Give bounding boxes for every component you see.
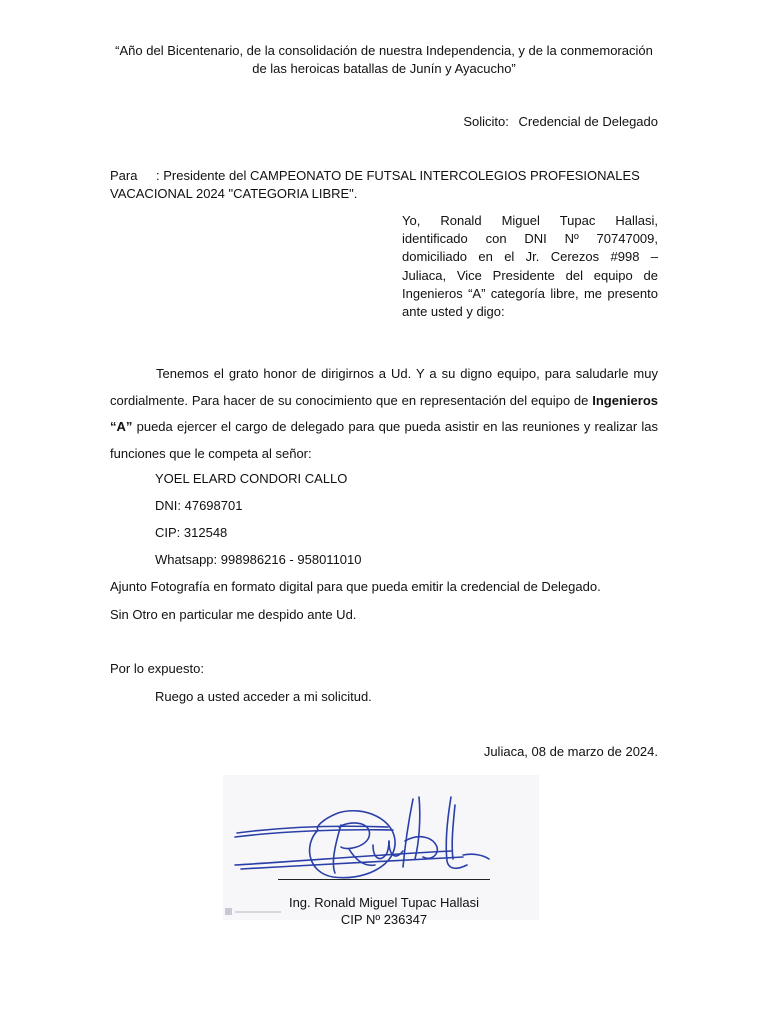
letter-date: Juliaca, 08 de marzo de 2024. [483, 744, 658, 759]
addressee-text: : Presidente del CAMPEONATO DE FUTSAL INTERCOLEGIOS PROFESIONALES VACACIONAL 2024 "CATEGORIA LIBRE". [110, 168, 640, 201]
delegate-dni: DNI: 47698701 [155, 498, 243, 513]
motto-line-1: “Año del Bicentenario, de la consolidación de nuestra Independencia, y de la conmemoración [115, 43, 653, 58]
signature-line [278, 879, 490, 880]
request-subject-value: Credencial de Delegado [518, 114, 658, 129]
signer-cip: CIP Nº 236347 [340, 912, 428, 927]
addressee-label: Para [110, 168, 138, 183]
delegate-details [155, 470, 361, 578]
closing-heading: Por lo expuesto: [110, 661, 204, 676]
signer-name: Ing. Ronald Miguel Tupac Hallasi [288, 895, 480, 910]
letter-body [110, 361, 658, 467]
delegate-name: YOEL ELARD CONDORI CALLO [155, 471, 348, 486]
addressee [110, 167, 658, 203]
motto-line-2: de las heroicas batallas de Junín y Ayacucho” [252, 61, 516, 76]
attachment-note: Ajunto Fotografía en formato digital para que pueda emitir la credencial de Delegado. [110, 579, 601, 594]
farewell-line: Sin Otro en particular me despido ante Ud. [110, 607, 357, 622]
letter-body-part-1: Tenemos el grato honor de dirigirnos a Ud. Y a su digno equipo, para saludarle muy cordialmente. Para hacer de su conocimiento que en representación del equipo de [110, 366, 658, 408]
delegate-whatsapp: Whatsapp: 998986216 - 958011010 [155, 552, 362, 567]
delegate-cip: CIP: 312548 [155, 525, 228, 540]
request-subject [463, 113, 658, 131]
year-motto [100, 42, 668, 78]
team-name: Ingenieros “A” [110, 392, 658, 434]
request-subject-label: Solicito: [463, 114, 509, 129]
sender-introduction: Yo, Ronald Miguel Tupac Hallasi, identificado con DNI Nº 70747009, domiciliado en el Jr. Cerezos #998 – Juliaca, Vice Presidente del equipo de Ingenieros “A” categoría libre, me presento ante usted y digo: [402, 213, 658, 320]
letter-body-part-2: pueda ejercer el cargo de delegado para que pueda asistir en las reuniones y realizar las funciones que le competa al señor: [110, 419, 658, 461]
closing-request: Ruego a usted acceder a mi solicitud. [155, 689, 372, 704]
